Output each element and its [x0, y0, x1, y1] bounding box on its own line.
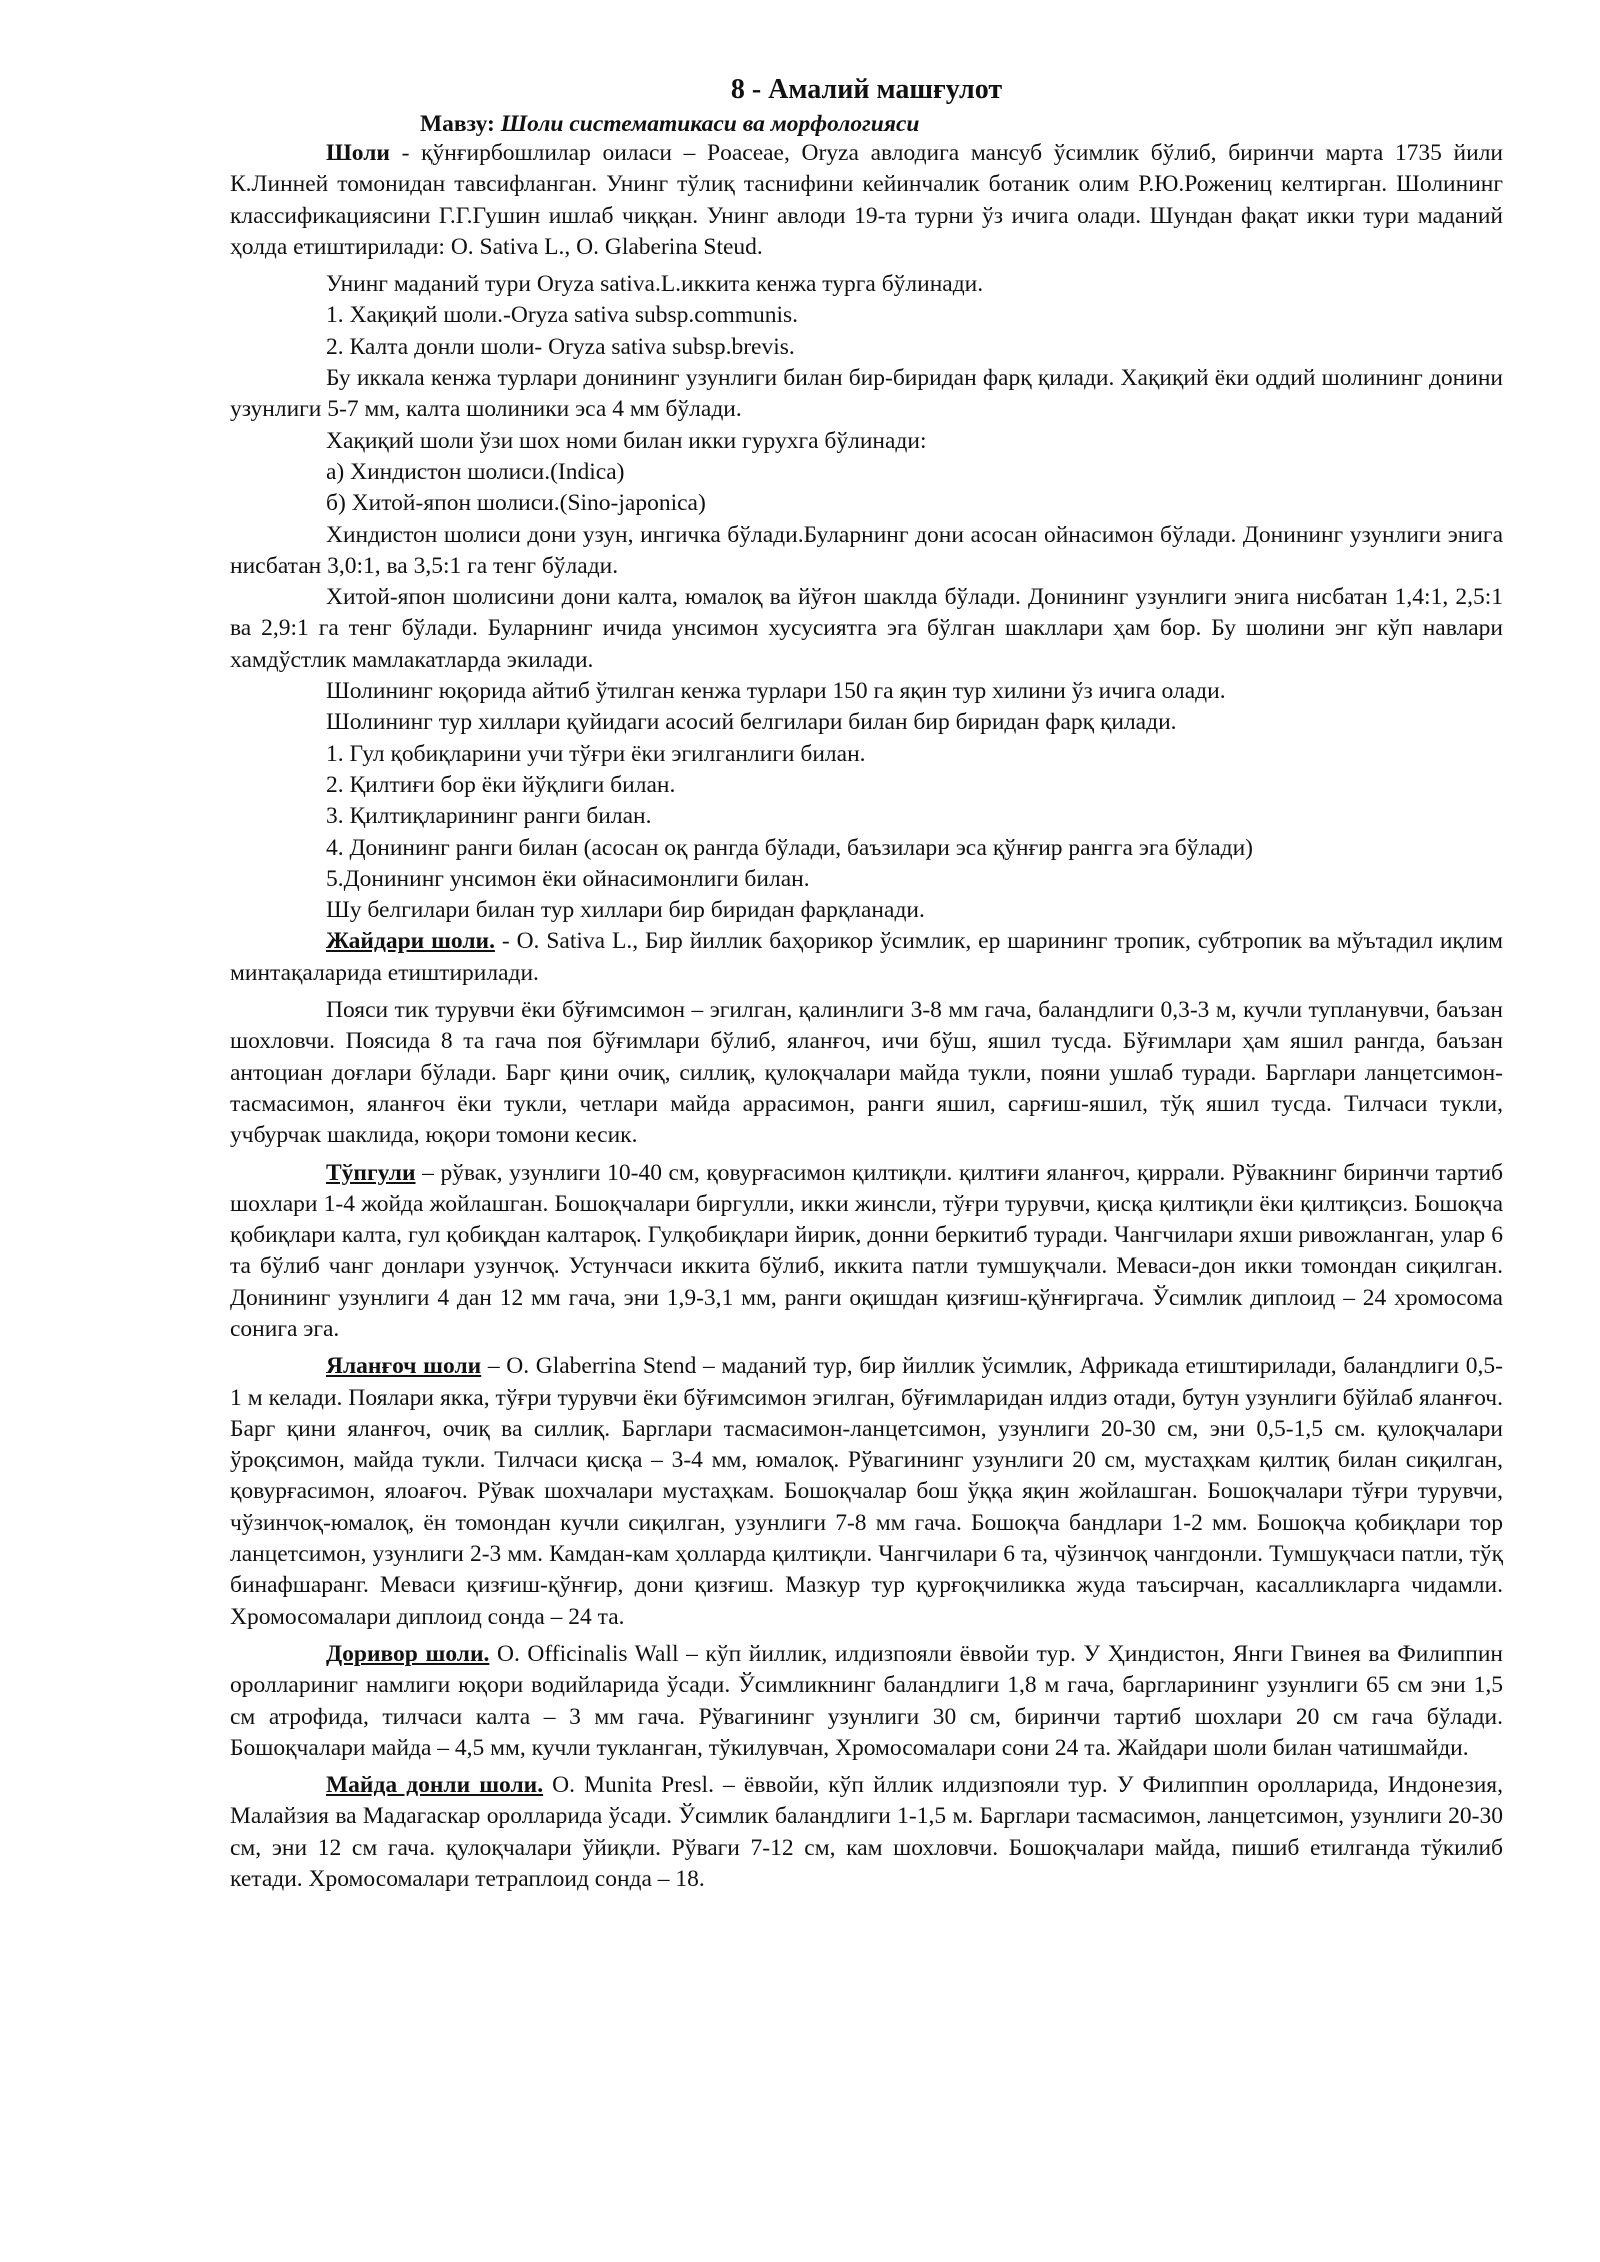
- list-item: 4. Донининг ранги билан (асосан оқ рангда бўлади, баъзилари эса қўнғир рангга эга бўлади): [326, 834, 1253, 861]
- officinalis-paragraph: [230, 1639, 1503, 1764]
- panicle-text: – рўвак, узунлиги 10-40 см, қовурғасимон қилтиқли. қилтиғи яланғоч, қиррали. Рўвакнинг биринчи тартиб шохлари 1-4 жойда жойлашган. Бошоқчалари биргулли, икки жинсли, тўғри турувчи, қисқа қилтиқли ёки қилтиқсиз. Бошоқча қобиқлари калта, гул қобиқдан калтароқ. Гулқобиқлари йирик, донни беркитиб туради. Чангчилари яхши ривожланган, улар 6 та бўлиб чанг донлари узунчоқ. Устунчаси иккита бўлиб, иккита патли тумшуқчали. Меваси-дон икки томондан сиқилган. Донининг узунлиги 4 дан 12 мм гача, эни 1,9-3,1 мм, ранги оқишдан қизғиш-қўнғиргача. Ўсимлик диплоид – 24 хромосома сонига эга.: [230, 1159, 1503, 1342]
- minuta-text: O. Munita Presl. – ёввойи, кўп йллик илдизпояли тур. У Филиппин оролларида, Индонезия, Малайзия ва Мадагаскар оролларида ўсади. Ўсимлик баландлиги 1-1,5 м. Барглари тасмасимон, ланцетсимон, узунлиги 20-30 см, эни 12 см гача. қулоқчалари ўйиқли. Рўваги 7-12 см, кам шохловчи. Бошоқчалари майда, пишиб етилганда тўкилиб кетади. Хромосомалари тетраплоид сонда – 18.: [230, 1772, 1503, 1893]
- jaydari-term: Жайдари шоли.: [326, 928, 495, 955]
- varieties-closing: Шу белгилари билан тур хиллари бир биридан фарқланади.: [326, 897, 925, 924]
- panicle-term: Тўпгули: [326, 1159, 416, 1186]
- officinalis-term: Доривор шоли.: [326, 1640, 490, 1667]
- intro-term: Шоли: [326, 140, 390, 166]
- list-item: 1. Хақиқий шоли.-Oryza sativa subsp.communis.: [326, 302, 799, 329]
- list-item: 3. Қилтиқларининг ранги билан.: [326, 803, 652, 830]
- intro-paragraph: [230, 138, 1503, 263]
- topic-text: Шоли систематикаси ва морфологияси: [500, 111, 920, 137]
- indica-paragraph: Хиндистон шолиси дони узун, ингичка бўлади.Буларнинг дони асосан ойнасимон бўлади. Донининг узунлиги энига нисбатан 3,0:1, ва 3,5:1 га тенг бўлади.: [230, 521, 1503, 579]
- intro-text: - қўнғирбошлилар оиласи – Poaceae, Oryza авлодига мансуб ўсимлик бўлиб, биринчи марта 1735 йили К.Линней томонидан тавсифланган. Унинг тўлиқ таснифини кейинчалик ботаник олим Р.Ю.Рожениц келтирган. Шолининг классификациясини Г.Г.Гушин ишлаб чиққан. Унинг авлоди 19-та турни ўз ичига олади. Шундан фақат икки тури маданий ҳолда етиштирилади: O. Sativa L., O. Glaberina Steud.: [230, 140, 1503, 260]
- page-title: 8 - Амалий машғулот: [730, 74, 1003, 105]
- list-item: 2. Калта донли шоли- Oryza sativa subsp.brevis.: [326, 333, 795, 360]
- japonica-paragraph: Хитой-япон шолисини дони калта, юмалоқ ва йўғон шаклда бўлади. Донининг узунлиги энига нисбатан 1,4:1, 2,5:1 ва 2,9:1 га тенг бўлади. Буларнинг ичида унсимон хусусиятга эга бўлган шакллари ҳам бор. Бу шолини энг кўп навлари хамдўстлик мамлакатларда экилади.: [230, 584, 1503, 673]
- panicle-paragraph: [230, 1158, 1503, 1346]
- subspecies-lead: Унинг маданий тури Oryza sativa.L.иккита кенжа турга бўлинади.: [326, 271, 984, 298]
- glaberrima-term: Яланғоч шоли: [326, 1353, 482, 1380]
- jaydari-stem-paragraph: Пояси тик турувчи ёки бўғимсимон – эгилган, қалинлиги 3-8 мм гача, баландлиги 0,3-3 м, кучли тупланувчи, баъзан шохловчи. Поясида 8 та гача поя бўғимлари бўлиб, яланғоч, ичи бўш, яшил тусда. Бўғимлари ҳам яшил рангда, баъзан антоциан доғлари бўлади. Барг қини очиқ, силлиқ, қулоқчалари майда тукли, пояни ушлаб туради. Барглари ланцетсимон-тасмасимон, яланғоч ёки тукли, четлари майда аррасимон, ранги яшил, сарғиш-яшил, тўқ яшил тусда. Тилчаси тукли, учбурчак шаклида, юқори томони кесик.: [230, 997, 1503, 1149]
- jaydari-paragraph: [230, 926, 1503, 989]
- topic-label: Мавзу:: [420, 111, 495, 137]
- list-item: 5.Донининг унсимон ёки ойнасимонлиги билан.: [326, 865, 810, 892]
- glaberrima-text: – O. Glaberrina Stend – маданий тур, бир йиллик ўсимлик, Африкада етиштирилади, баландлиги 0,5-1 м келади. Поялари якка, тўғри турувчи ёки бўғимсимон эгилган, бўғимларидан илдиз отади, бутун узунлиги бўйлаб яланғоч. Барг қини яланғоч, очиқ ва силлиқ. Барглари тасмасимон-ланцетсимон, узунлиги 20-30 см, эни 0,5-1,5 см. қулоқчалари ўроқсимон, майда тукли. Тилчаси қисқа – 3-4 мм, юмалоқ. Рўвагининг узунлиги 20 см, мустаҳкам қилтиқ билан сиқилган, қовурғасимон, ялоағоч. Рўвак шохчалари мустаҳкам. Бошоқчалар бош ўққа яқин жойлашган. Бошоқчалари тўғри турувчи, чўзинчоқ-юмалоқ, ён томондан кучли сиқилган, узунлиги 7-8 мм гача. Бошоқча бандлари 1-2 мм. Бошоқча қобиқлари тор ланцетсимон, узунлиги 2-3 мм. Камдан-кам ҳолларда қилтиқли. Чангчилари 6 та, чўзинчоқ чангдонли. Тумшуқчаси патли, тўқ бинафшаранг. Меваси қизғиш-қўнғир, дони қизғиш. Мазкур тур қурғоқчиликка жуда таъсирчан, касалликларга чидамли. Хромосомалари диплоид сонда – 24 та.: [230, 1353, 1503, 1630]
- subspecies-comparison: Бу иккала кенжа турлари донининг узунлиги билан бир-биридан фарқ қилади. Хақиқий ёки оддий шолининг донини узунлиги 5-7 мм, калта шолиники эса 4 мм бўлади.: [230, 365, 1503, 423]
- list-item: б) Хитой-япон шолиси.(Sino-japonica): [326, 490, 706, 517]
- officinalis-text: O. Officinalis Wall – кўп йиллик, илдизпояли ёввойи тур. У Ҳиндистон, Янги Гвинея ва Филиппин ороллариниг намлиги юқори водийларида ўсади. Ўсимликнинг баландлиги 1,8 м гача, баргларининг узунлиги 65 см эни 1,5 см атрофида, тилчаси калта – 3 мм гача. Рўвагининг узунлиги 30 см, биринчи тартиб шохлари 20 см гача бўлади. Бошоқчалари майда – 4,5 мм, кучли тукланган, тўкилувчан, Хромосомалари сони 24 та. Жайдари шоли билан чатишмайди.: [230, 1640, 1503, 1761]
- topic-line: [230, 110, 1503, 138]
- list-item: 1. Гул қобиқларини учи тўғри ёки эгилганлиги билан.: [326, 740, 866, 767]
- minuta-paragraph: [230, 1770, 1503, 1895]
- varieties-count: Шолининг юқорида айтиб ўтилган кенжа турлари 150 га яқин тур хилини ўз ичига олади.: [326, 678, 1226, 705]
- varieties-lead: Шолининг тур хиллари қуйидаги асосий белгилари билан бир биридан фарқ қилади.: [326, 709, 1177, 736]
- list-item: а) Хиндистон шолиси.(Indica): [326, 458, 625, 485]
- groups-lead: Хақиқий шоли ўзи шох номи билан икки гурухга бўлинади:: [326, 427, 927, 454]
- jaydari-text: - O. Sativa L., Бир йиллик баҳорикор ўсимлик, ер шарининг тропик, субтропик ва мўътадил иқлим минтақаларида етиштирилади.: [230, 928, 1503, 986]
- minuta-term: Майда донли шоли.: [326, 1772, 544, 1799]
- glaberrima-paragraph: [230, 1351, 1503, 1633]
- list-item: 2. Қилтиғи бор ёки йўқлиги билан.: [326, 771, 676, 798]
